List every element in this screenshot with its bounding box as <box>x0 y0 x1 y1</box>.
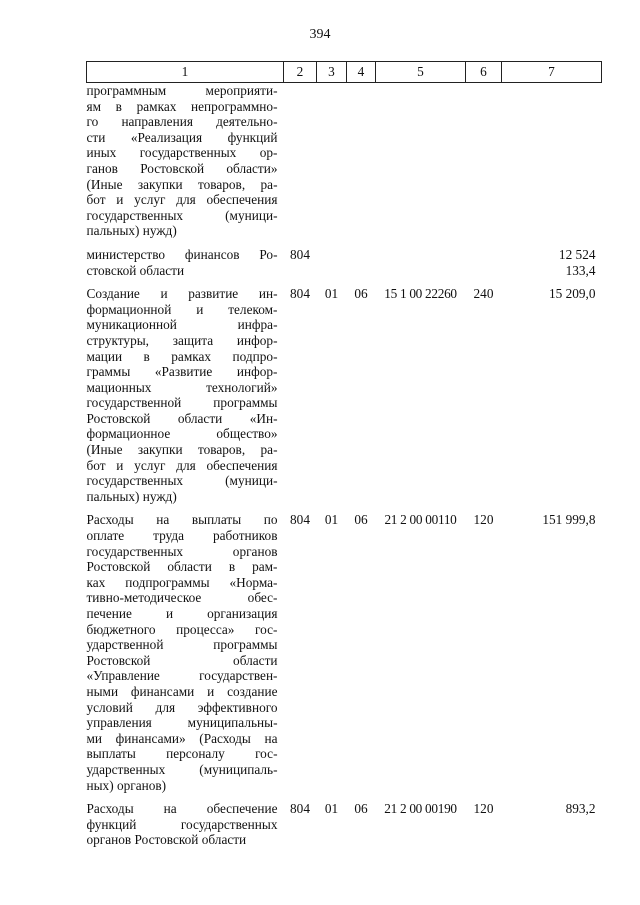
row-name-line: формационной и телеком- <box>86 301 278 317</box>
amount <box>502 801 602 848</box>
row-name-line: иных государственных ор- <box>86 145 278 161</box>
row-name-line: (Иные закупки товаров, ра- <box>86 442 278 458</box>
row-name-line: ными финансами и создание <box>86 683 278 699</box>
row-name-line: ных) органов) <box>86 777 167 793</box>
row-name-line: условий для эффективного <box>86 699 278 715</box>
row-name-line: мации в рамках подпро- <box>86 348 278 364</box>
target-code: 21 2 00 00110 <box>384 512 457 528</box>
row-name-line: государственных (муници- <box>86 473 278 489</box>
row-name-line: ганов Ростовской области» <box>86 160 278 176</box>
expense-type-code: 240 <box>473 286 494 302</box>
row-name-line: Ростовской области в рам- <box>86 559 278 575</box>
row-name <box>87 83 284 239</box>
target-code: 15 1 00 22260 <box>384 286 457 302</box>
row-name-line: Ростовской области <box>86 652 278 668</box>
expense-type-code: 120 <box>473 512 494 528</box>
amount-line: 151 999,8 <box>542 512 596 528</box>
row-name-line: выплаты персоналу гос- <box>86 746 278 762</box>
row-name-line: ям в рамках непрограммно- <box>86 98 278 114</box>
row-name-line: пальных) нужд) <box>86 488 177 504</box>
row-name-line: ударственных (муниципаль- <box>86 761 278 777</box>
expense-type-code <box>466 83 502 239</box>
row-name <box>87 286 284 504</box>
section-code: 01 <box>324 801 339 817</box>
budget-table <box>86 61 602 848</box>
column-header-5: 5 <box>376 62 466 83</box>
expense-type-code: 120 <box>473 801 494 817</box>
amount-line: 15 209,0 <box>548 286 596 302</box>
row-name-line: пальных) нужд) <box>86 223 177 239</box>
row-gap-cell <box>87 793 602 801</box>
row-name-line: Создание и развитие ин- <box>86 286 278 302</box>
row-name-line: стовской области <box>86 262 185 278</box>
table-header <box>87 62 602 83</box>
row-name-line: формационное общество» <box>86 426 278 442</box>
row-name-line: «Управление государствен- <box>86 668 278 684</box>
amount <box>502 286 602 504</box>
row-name-line: бюджетного процесса» гос- <box>86 621 278 637</box>
amount-line: 12 524 <box>558 246 596 262</box>
ministry-code: 804 <box>290 246 310 262</box>
row-name-line: Расходы на обеспечение <box>86 801 278 817</box>
table-row <box>87 247 602 278</box>
row-name-line: управления муниципальны- <box>86 715 278 731</box>
column-header-4: 4 <box>347 62 376 83</box>
amount <box>502 247 602 278</box>
header-row <box>87 62 602 83</box>
amount <box>502 83 602 239</box>
row-name <box>87 801 284 848</box>
ministry-code <box>284 83 317 239</box>
row-name-line: министерство финансов Ро- <box>86 246 278 262</box>
row-gap <box>87 504 602 512</box>
subsection-code: 06 <box>354 512 368 528</box>
row-name-line: мационных технологий» <box>86 379 278 395</box>
subsection-code <box>347 247 376 278</box>
amount-line: 133,4 <box>565 262 596 278</box>
table-row <box>87 801 602 848</box>
row-name-line: сти «Реализация функций <box>86 129 278 145</box>
row-name-line: государственных органов <box>86 543 278 559</box>
ministry-code: 804 <box>290 801 310 817</box>
row-name-line: муникационной инфра- <box>86 317 278 333</box>
column-header-6: 6 <box>466 62 502 83</box>
row-gap <box>87 793 602 801</box>
row-gap-cell <box>87 239 602 247</box>
column-header-1: 1 <box>87 62 284 83</box>
row-gap <box>87 239 602 247</box>
subsection-code: 06 <box>354 286 368 302</box>
row-name-line: государственной программы <box>86 395 278 411</box>
row-gap-cell <box>87 278 602 286</box>
row-name-line: функций государственных <box>86 816 278 832</box>
ministry-code: 804 <box>290 286 310 302</box>
column-header-3: 3 <box>317 62 347 83</box>
subsection-code <box>347 83 376 239</box>
row-name-line: структуры, защита инфор- <box>86 332 278 348</box>
table-row <box>87 286 602 504</box>
section-code <box>317 247 347 278</box>
row-name-line: ках подпрограммы «Норма- <box>86 574 278 590</box>
row-name-line: ударственной программы <box>86 637 278 653</box>
ministry-code: 804 <box>290 512 310 528</box>
table-body <box>87 83 602 848</box>
target-code: 21 2 00 00190 <box>384 801 457 817</box>
row-name-line: Расходы на выплаты по <box>86 512 278 528</box>
row-name-line: го направления деятельно- <box>86 114 278 130</box>
row-name-line: государственных (муници- <box>86 207 278 223</box>
section-code <box>317 83 347 239</box>
expense-type-code <box>466 247 502 278</box>
amount <box>502 512 602 793</box>
section-code: 01 <box>324 512 339 528</box>
column-header-2: 2 <box>284 62 317 83</box>
row-name-line: Ростовской области «Ин- <box>86 410 278 426</box>
section-code: 01 <box>324 286 339 302</box>
target-code <box>376 247 466 278</box>
row-name-line: (Иные закупки товаров, ра- <box>86 176 278 192</box>
row-name-line: тивно-методическое обес- <box>86 590 278 606</box>
page-number: 394 <box>309 27 331 42</box>
row-name <box>87 512 284 793</box>
row-name-line: ми финансами» (Расходы на <box>86 730 278 746</box>
table-row <box>87 512 602 793</box>
row-name-line: оплате труда работников <box>86 528 278 544</box>
row-name <box>87 247 284 278</box>
row-gap-cell <box>87 504 602 512</box>
row-name-line: органов Ростовской области <box>86 832 247 848</box>
row-name-line: программным мероприяти- <box>86 83 278 98</box>
target-code <box>376 83 466 239</box>
row-name-line: бот и услуг для обеспечения <box>86 192 278 208</box>
row-name-line: печение и организация <box>86 606 278 621</box>
table-row <box>87 83 602 239</box>
subsection-code: 06 <box>354 801 368 817</box>
column-header-7: 7 <box>502 62 602 83</box>
row-name-line: бот и услуг для обеспечения <box>86 457 278 473</box>
row-gap <box>87 278 602 286</box>
amount-line: 893,2 <box>565 801 596 817</box>
row-name-line: граммы «Развитие инфор- <box>86 364 278 380</box>
